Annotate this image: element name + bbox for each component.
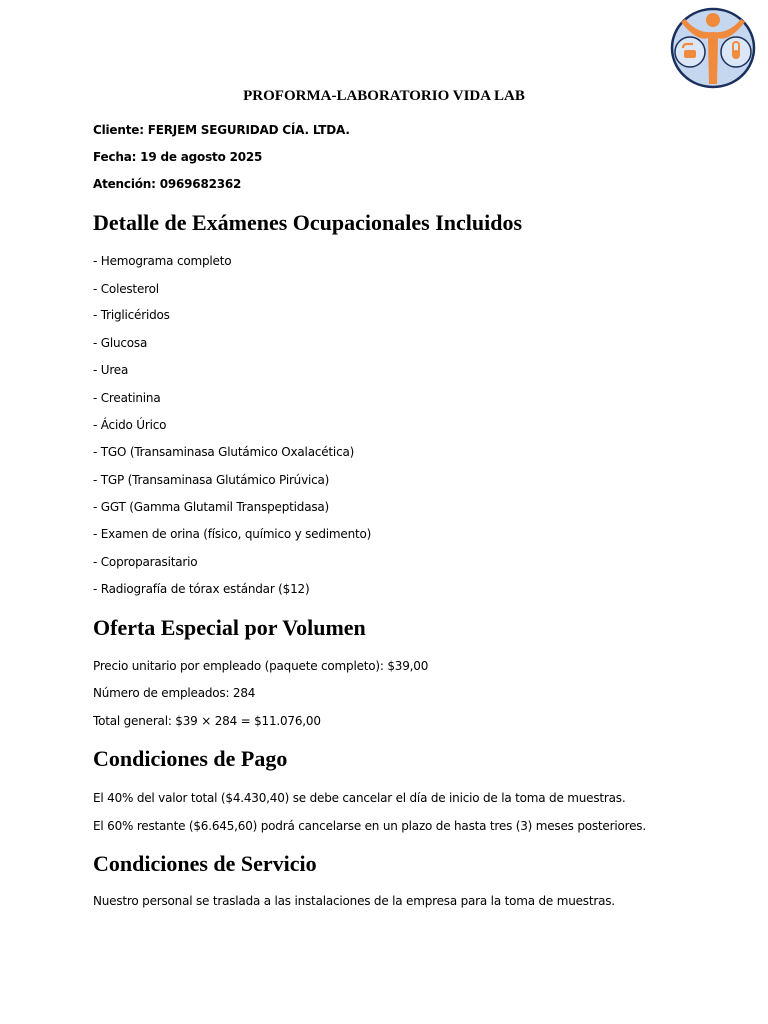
exam-item: - Hemograma completo	[93, 254, 232, 268]
service-heading: Condiciones de Servicio	[93, 851, 317, 876]
page-title: PROFORMA-LABORATORIO VIDA LAB	[243, 88, 525, 104]
exam-item: - Radiografía de tórax estándar ($12)	[93, 582, 310, 596]
exam-item: - Coproparasitario	[93, 555, 198, 569]
service-line: Nuestro personal se traslada a las instalaciones de la empresa para la toma de muestras.	[93, 894, 615, 908]
attention-line: Atención: 0969682362	[93, 177, 242, 191]
exams-heading: Detalle de Exámenes Ocupacionales Incluidos	[93, 210, 523, 235]
date-line: Fecha: 19 de agosto 2025	[93, 150, 263, 164]
exam-item: - TGO (Transaminasa Glutámico Oxalacética)	[93, 445, 355, 459]
exam-item: - TGP (Transaminasa Glutámico Pirúvica)	[93, 473, 330, 487]
exam-item: - Urea	[93, 363, 129, 377]
exam-item: - GGT (Gamma Glutamil Transpeptidasa)	[93, 500, 330, 514]
exam-item: - Ácido Úrico	[93, 418, 167, 432]
unit-price-line: Precio unitario por empleado (paquete completo): $39,00	[93, 659, 429, 673]
payment-first-line: El 40% del valor total ($4.430,40) se debe cancelar el día de inicio de la toma de muestras.	[93, 791, 626, 805]
payment-second-line: El 60% restante ($6.645,60) podrá cancelarse en un plazo de hasta tres (3) meses posteriores.	[93, 819, 646, 833]
payment-heading: Condiciones de Pago	[93, 746, 288, 771]
exam-item: - Triglicéridos	[93, 308, 170, 322]
total-line: Total general: $39 × 284 = $11.076,00	[93, 714, 321, 728]
client-line: Cliente: FERJEM SEGURIDAD CÍA. LTDA.	[93, 123, 350, 137]
lab-logo-icon	[669, 6, 757, 90]
exam-item: - Creatinina	[93, 391, 161, 405]
employees-line: Número de empleados: 284	[93, 686, 256, 700]
exam-item: - Examen de orina (físico, químico y sedimento)	[93, 527, 372, 541]
exam-item: - Colesterol	[93, 282, 159, 296]
exam-item: - Glucosa	[93, 336, 148, 350]
offer-heading: Oferta Especial por Volumen	[93, 615, 366, 640]
